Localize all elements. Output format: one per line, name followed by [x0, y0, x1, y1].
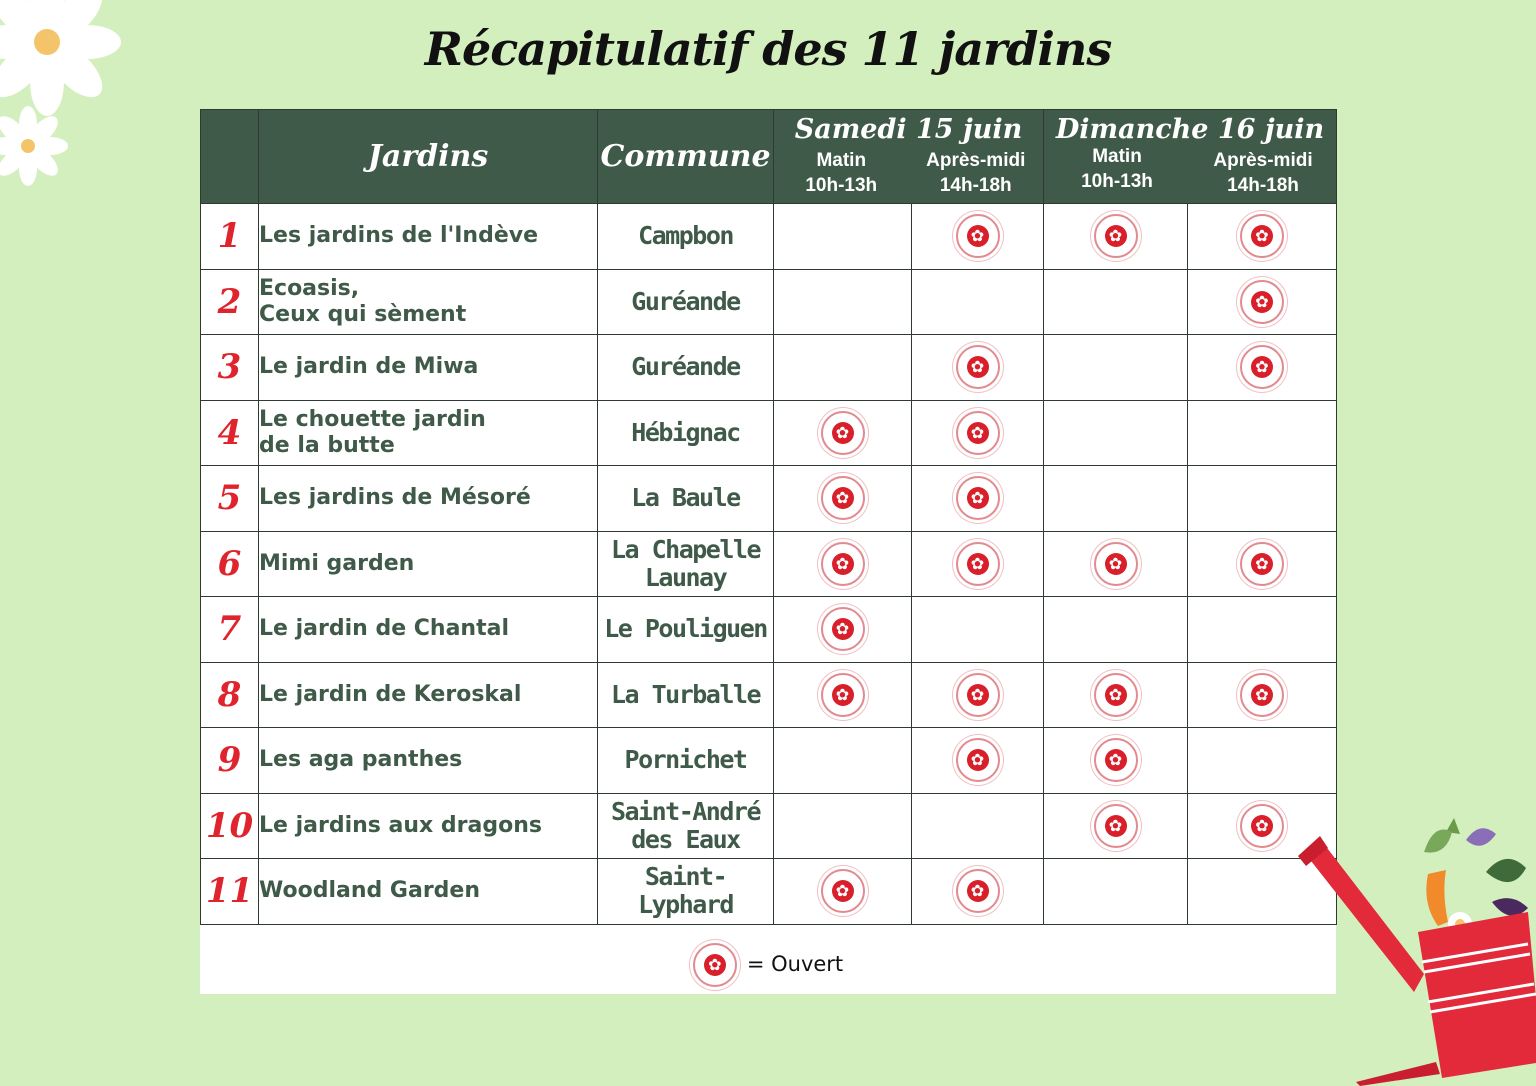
schedule-cell	[1188, 597, 1337, 663]
schedule-cell	[1044, 269, 1188, 335]
commune-name	[598, 531, 774, 597]
header-sunday	[1044, 110, 1337, 204]
commune-name-line: Guréande	[631, 352, 740, 382]
red-flower-badge-icon	[956, 869, 1000, 913]
commune-name-line: Le Pouliguen	[604, 614, 767, 644]
watering-can-icon	[1296, 812, 1536, 1086]
garden-name-line: Les aga panthes	[259, 747, 463, 773]
red-flower-badge-icon	[693, 943, 737, 987]
red-flower-badge-icon	[1094, 673, 1138, 717]
table-row	[201, 662, 1337, 728]
schedule-cell	[774, 466, 912, 532]
schedule-cell	[1044, 793, 1188, 859]
red-flower-badge-icon	[821, 869, 865, 913]
commune-name	[598, 269, 774, 335]
schedule-cell	[1188, 728, 1337, 794]
schedule-cell	[912, 400, 1044, 466]
garden-name-line: Ecoasis,	[259, 275, 360, 301]
red-flower-badge-icon	[1240, 280, 1284, 324]
row-number: 11	[201, 859, 259, 925]
red-flower-badge-icon	[956, 476, 1000, 520]
row-number: 1	[201, 204, 259, 270]
page-title: Récapitulatif des 11 jardins	[424, 22, 1112, 76]
header-gardens: Jardins	[259, 110, 598, 204]
slot-label: Après-midi	[1213, 150, 1313, 171]
row-number: 4	[201, 400, 259, 466]
schedule-cell	[774, 859, 912, 925]
schedule-cell	[1044, 335, 1188, 401]
commune-name-line: Guréande	[631, 286, 740, 316]
schedule-cell	[774, 597, 912, 663]
header-commune: Commune	[598, 110, 774, 204]
garden-name	[259, 400, 598, 466]
schedule-cell	[1188, 466, 1337, 532]
schedule-cell	[774, 728, 912, 794]
garden-name	[259, 204, 598, 270]
table-row	[201, 859, 1337, 925]
table-row	[201, 269, 1337, 335]
red-flower-badge-icon	[821, 476, 865, 520]
garden-name-line: Woodland Garden	[259, 878, 480, 904]
schedule-cell	[912, 859, 1044, 925]
legend-label: = Ouvert	[746, 952, 844, 976]
red-flower-badge-icon	[821, 673, 865, 717]
schedule-cell	[774, 793, 912, 859]
row-number: 8	[201, 662, 259, 728]
commune-name-line: La Baule	[631, 483, 740, 513]
schedule-cell	[1188, 662, 1337, 728]
schedule-cell	[774, 531, 912, 597]
schedule-cell	[912, 531, 1044, 597]
schedule-cell	[774, 662, 912, 728]
schedule-cell	[912, 335, 1044, 401]
gardens-table	[200, 109, 1337, 925]
slot-label: Matin	[816, 150, 867, 171]
schedule-cell	[774, 204, 912, 270]
schedule-cell	[1044, 531, 1188, 597]
schedule-cell	[912, 597, 1044, 663]
schedule-cell	[774, 335, 912, 401]
table-row	[201, 400, 1337, 466]
slot-label: Matin	[1092, 146, 1142, 167]
red-flower-badge-icon	[1240, 673, 1284, 717]
schedule-cell	[912, 466, 1044, 532]
red-flower-badge-icon	[956, 214, 1000, 258]
commune-name	[598, 793, 774, 859]
sunday-morning	[1044, 146, 1190, 193]
slot-label: Après-midi	[926, 150, 1026, 171]
legend	[200, 935, 1336, 994]
slot-hours: 10h-13h	[1081, 171, 1153, 192]
schedule-cell	[912, 269, 1044, 335]
garden-name-line: Le jardin de Chantal	[259, 616, 509, 642]
table-row	[201, 793, 1337, 859]
commune-name-line: Campbon	[638, 221, 733, 251]
red-flower-badge-icon	[956, 673, 1000, 717]
commune-name-line: La Turballe	[610, 679, 761, 709]
row-number: 5	[201, 466, 259, 532]
row-number: 9	[201, 728, 259, 794]
commune-name-line: Hébignac	[631, 417, 740, 447]
red-flower-badge-icon	[821, 411, 865, 455]
red-flower-badge-icon	[1240, 214, 1284, 258]
schedule-cell	[1044, 728, 1188, 794]
garden-name	[259, 662, 598, 728]
red-flower-badge-icon	[1240, 804, 1284, 848]
sunday-afternoon	[1190, 150, 1336, 197]
garden-name-line: Mimi garden	[259, 550, 415, 576]
saturday-morning	[774, 150, 909, 197]
row-number: 7	[201, 597, 259, 663]
schedule-cell	[1188, 531, 1337, 597]
schedule-cell	[1188, 400, 1337, 466]
slot-hours: 14h-18h	[939, 175, 1012, 196]
red-flower-badge-icon	[956, 345, 1000, 389]
schedule-cell	[912, 204, 1044, 270]
garden-name	[259, 531, 598, 597]
commune-name-line: Launay	[644, 562, 727, 592]
row-number: 2	[201, 269, 259, 335]
schedule-cell	[1044, 204, 1188, 270]
red-flower-badge-icon	[1094, 214, 1138, 258]
header-number	[201, 110, 259, 204]
red-flower-badge-icon	[1094, 738, 1138, 782]
schedule-cell	[774, 269, 912, 335]
red-flower-badge-icon	[956, 542, 1000, 586]
commune-name-line: Saint-André	[610, 796, 761, 826]
red-flower-badge-icon	[956, 411, 1000, 455]
schedule-cell	[1044, 466, 1188, 532]
garden-name-line: Le chouette jardin	[259, 406, 486, 432]
red-flower-badge-icon	[1094, 542, 1138, 586]
commune-name	[598, 662, 774, 728]
commune-name	[598, 597, 774, 663]
saturday-title: Samedi 15 juin	[794, 114, 1023, 145]
garden-name-line: Le jardin de Keroskal	[259, 681, 522, 707]
garden-name-line: Ceux qui sèment	[259, 301, 467, 327]
garden-name	[259, 335, 598, 401]
schedule-cell	[1188, 269, 1337, 335]
garden-name-line: de la butte	[259, 432, 395, 458]
commune-name	[598, 204, 774, 270]
row-number: 6	[201, 531, 259, 597]
header-saturday	[774, 110, 1044, 204]
table-body	[201, 204, 1337, 925]
garden-name	[259, 859, 598, 925]
red-flower-badge-icon	[821, 607, 865, 651]
schedule-cell	[1044, 662, 1188, 728]
commune-name-line: Pornichet	[624, 745, 747, 775]
row-number: 3	[201, 335, 259, 401]
table-header-row	[201, 110, 1337, 204]
table-row	[201, 728, 1337, 794]
table-row	[201, 531, 1337, 597]
schedule-cell	[1044, 859, 1188, 925]
garden-name	[259, 793, 598, 859]
red-flower-badge-icon	[821, 542, 865, 586]
commune-name-line: Saint-Lyphard	[638, 862, 733, 920]
commune-name	[598, 859, 774, 925]
garden-name-line: Le jardins aux dragons	[259, 812, 542, 838]
commune-name-line: La Chapelle	[610, 534, 761, 564]
schedule-cell	[774, 400, 912, 466]
schedule-cell	[912, 662, 1044, 728]
row-number: 10	[201, 793, 259, 859]
saturday-afternoon	[909, 150, 1044, 197]
table-row	[201, 597, 1337, 663]
commune-name-line: des Eaux	[631, 824, 740, 854]
red-flower-badge-icon	[1240, 345, 1284, 389]
schedule-cell	[1188, 204, 1337, 270]
slot-hours: 14h-18h	[1227, 175, 1299, 196]
commune-name	[598, 466, 774, 532]
red-flower-badge-icon	[1240, 542, 1284, 586]
red-flower-badge-icon	[956, 738, 1000, 782]
schedule-cell	[912, 793, 1044, 859]
schedule-cell	[1188, 335, 1337, 401]
red-flower-badge-icon	[1094, 804, 1138, 848]
garden-name-line: Les jardins de l'Indève	[259, 223, 539, 249]
sunday-title: Dimanche 16 juin	[1055, 114, 1325, 145]
table-row	[201, 204, 1337, 270]
garden-name	[259, 466, 598, 532]
commune-name	[598, 400, 774, 466]
garden-name	[259, 269, 598, 335]
schedule-cell	[1044, 597, 1188, 663]
table-row	[201, 335, 1337, 401]
table-row	[201, 466, 1337, 532]
commune-name	[598, 335, 774, 401]
schedule-cell	[912, 728, 1044, 794]
garden-name-line: Les jardins de Mésoré	[259, 485, 531, 511]
slot-hours: 10h-13h	[805, 175, 878, 196]
garden-name	[259, 728, 598, 794]
garden-name-line: Le jardin de Miwa	[259, 354, 479, 380]
garden-name	[259, 597, 598, 663]
schedule-cell	[1044, 400, 1188, 466]
commune-name	[598, 728, 774, 794]
